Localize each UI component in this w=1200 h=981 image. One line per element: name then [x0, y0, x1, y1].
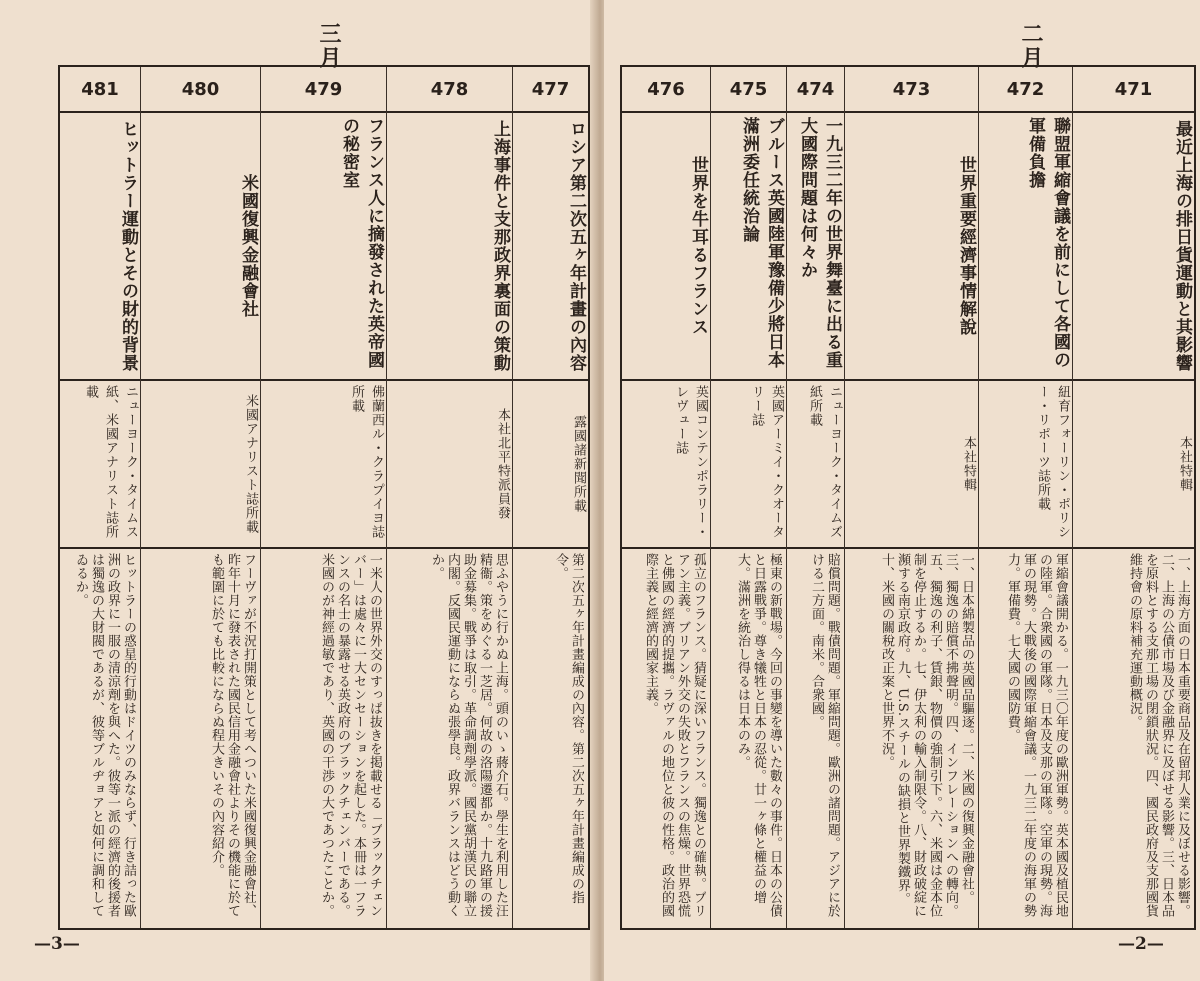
entry-title: 世界重要經濟事情解說 [956, 156, 976, 336]
table-column [710, 67, 786, 928]
right-page [604, 0, 1200, 981]
entry-number: 475 [711, 67, 786, 113]
row-divider [711, 379, 786, 381]
row-divider [60, 379, 140, 381]
entry-source: 本社特輯 [1177, 436, 1192, 492]
row-divider [845, 547, 978, 549]
entry-number: 476 [622, 67, 710, 113]
entry-source: 本社特輯 [961, 436, 976, 492]
row-divider [1073, 379, 1194, 381]
entry-title: フランス人に摘發された英帝國の秘密室 [339, 117, 384, 369]
entry-number: 471 [1073, 67, 1194, 113]
entry-number: 477 [513, 67, 588, 113]
entry-source: ニューヨーク・タイムス紙、米國アナリスト誌所載 [83, 385, 138, 539]
entry-number: 479 [261, 67, 386, 113]
row-divider [513, 379, 588, 381]
entry-summary: 一、日本綿製品の英國品驅逐。二、米國の復興金融會社。三、獨逸の賠償不拂聲明。四、インフレーションへの轉向。五、獨逸の利子、賃銀、物價の強制引下。六、米國は金本位制を停止するか。七、伊太利の輸入制限令。八、財政破綻に瀕する南京政府。九、U.S.スチールの缺損と世界製鐵界。十、米國の關稅改正案と世界不況。 [879, 553, 974, 918]
entry-source: 紐育フォーリン・ポリシー・リポーツ誌所載 [1035, 385, 1070, 539]
row-divider [513, 547, 588, 549]
row-divider [787, 547, 844, 549]
entry-title: 米國復興金融會社 [238, 174, 258, 318]
left-page [0, 0, 596, 981]
row-divider [387, 547, 512, 549]
row-divider [387, 379, 512, 381]
right-index-table [620, 65, 1196, 930]
entry-title: ブルース英國陸軍豫備少將日本滿洲委任統治論 [739, 117, 784, 369]
row-divider [261, 379, 386, 381]
entry-number: 473 [845, 67, 978, 113]
entry-summary: ヒットラーの惑星的行動はドイツのみならず、行き詰った歐洲の政界に一服の清涼劑を與へた。彼等一派の經濟的後援者は獨逸の大財閥であるが、彼等ブルヂョアと如何に調和してゐるか。 [73, 553, 136, 918]
entry-number: 481 [60, 67, 140, 113]
entry-title: 聯盟軍縮會議を前にして各國の軍備負擔 [1025, 117, 1070, 369]
entry-title: ヒットラー運動とその財的背景 [118, 120, 138, 372]
table-column [512, 67, 588, 928]
entry-summary: 一、上海方面の日本重要商品及在留邦人業に及ぼせる影響。二、上海の公債市場及び金融界に及ぼせる影響。三、日本品を原料とする支那工場の閉鎖狀況。四、國民政府及支那國貨維持會の原料補充運動概況。 [1127, 553, 1190, 918]
table-column [1072, 67, 1194, 928]
entry-summary: 軍縮會議開かる。一九三〇年度の歐洲軍勢。英本國及植民地の陸軍。合衆國の軍隊。日本及支那の軍隊。空軍の現勢。海軍の現勢。大戰後の國際軍縮會議。一九三二年度の海軍の勢力。軍備費。七大國の國防費。 [1005, 553, 1068, 918]
entry-source: 露國諸新聞所載 [571, 415, 586, 513]
entry-summary: 一米人の世界外交のすっぱ抜きを掲載せる「ブラックチェンバー」は處々に一大センセーションを起した。本冊は一フランスの名士の暴露せる英政府のブラックチェンバーである。米國のが神經過敏であり、英國の干渉の大であつたことか。 [319, 553, 382, 918]
entry-title: ロシア第二次五ヶ年計畫の內容 [566, 120, 586, 372]
entry-summary: 思ふやうに行かぬ上海。頭のいゝ蔣介石。學生を利用した汪精衞。策をめぐる一芝居。何故の洛陽遷都か。十九路軍の援助金募集。戰爭は取引。革命調劑學派。國民黨胡漢民の聯立内閣。反國民運動にならぬ張學良。政界バランスはどう動くか。 [429, 553, 508, 918]
table-column [622, 67, 710, 928]
entry-title: 上海事件と支那政界裏面の策動 [490, 120, 510, 372]
entry-source: 米國アナリスト誌所載 [243, 394, 258, 534]
row-divider [979, 379, 1072, 381]
entry-source: 英國アーミイ・クオータリー誌 [749, 385, 784, 539]
entry-summary: 賠償問題。戰債問題。軍縮問題。歐洲の諸問題。アジアに於ける二方面。南米。合衆國。 [809, 553, 840, 918]
entry-summary: 第二次五ヶ年計畫編成の內容。第二次五ヶ年計畫編成の指令。 [553, 553, 584, 904]
entry-source: 英國コンテンポラリー・レヴュー誌 [673, 385, 708, 539]
entry-number: 478 [387, 67, 512, 113]
row-divider [845, 379, 978, 381]
entry-source: ニューヨーク・タイムズ紙所載 [807, 385, 842, 539]
entry-title: 世界を牛耳るフランス [688, 156, 708, 336]
right-page-month: 二月 [1018, 22, 1044, 70]
row-divider [60, 547, 140, 549]
table-column [844, 67, 978, 928]
row-divider [141, 379, 260, 381]
entry-title: 一九三二年の世界舞臺に出る重大國際問題は何々か [797, 117, 842, 369]
row-divider [1073, 547, 1194, 549]
left-page-month: 三月 [316, 22, 342, 70]
row-divider [711, 547, 786, 549]
entry-source: 佛蘭西ル・クラプイヨ誌所載 [349, 385, 384, 539]
entry-summary: フーヴァが不況打開策として考へついた米國復興金融會社、昨年十月に發表された國民信用金融會社よりその機能に於ても範圍に於ても比較にならぬ程大きいその內容紹介。 [209, 553, 256, 918]
entry-number: 480 [141, 67, 260, 113]
entry-summary: 極東の新戰場。今回の事變を導いた數々の事件。日本の公債と日露戰爭。尊き犧牲と日本の忍從。廿一ヶ條と權益の增大。滿洲を統治し得るは日本のみ。 [735, 553, 782, 918]
table-column [978, 67, 1072, 928]
row-divider [787, 379, 844, 381]
table-column [386, 67, 512, 928]
entry-title: 最近上海の排日貨運動と其影響 [1172, 120, 1192, 372]
row-divider [141, 547, 260, 549]
entry-number: 474 [787, 67, 844, 113]
row-divider [622, 379, 710, 381]
left-index-table [58, 65, 590, 930]
table-column [140, 67, 260, 928]
right-page-folio: —2— [1118, 934, 1164, 954]
table-column [260, 67, 386, 928]
row-divider [261, 547, 386, 549]
table-column [60, 67, 140, 928]
table-column [786, 67, 844, 928]
left-page-folio: —3— [34, 934, 80, 954]
entry-source: 本社北平特派員發 [495, 408, 510, 520]
row-divider [979, 547, 1072, 549]
entry-number: 472 [979, 67, 1072, 113]
entry-summary: 孤立のフランス。猜疑に深いフランス。獨逸との確執。ブリアン主義。ブリアン外交の失敗とフランスの焦燥。世界恐慌と佛國の經濟的提攜。ラヴァルの地位と彼の性格。政治的國際主義と經濟的國家主義。 [643, 553, 706, 918]
row-divider [622, 547, 710, 549]
